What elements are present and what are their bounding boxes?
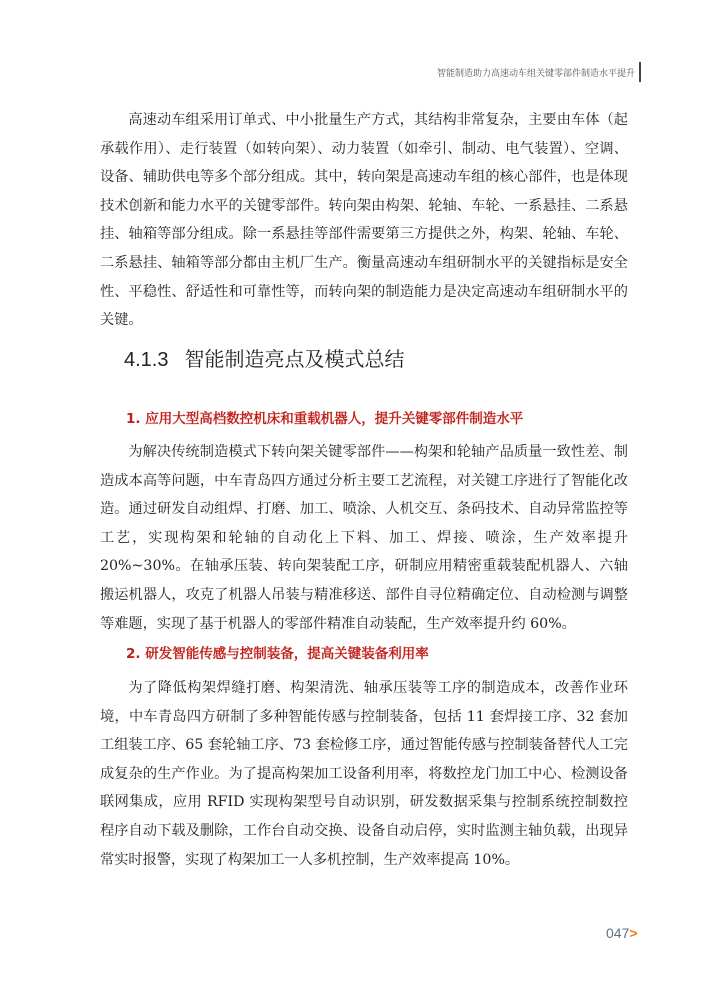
header-divider-bar bbox=[639, 62, 641, 82]
running-header-title: 智能制造助力高速动车组关键零部件制造水平提升 bbox=[436, 69, 635, 79]
subsection-2-paragraph: 为了降低构架焊缝打磨、构架清洗、轴承压装等工序的制造成本，改善作业环境，中车青岛四方研制了多种智能传感与控制装备，包括 11 套焊接工序、32 套加工组装工序、65 套轮轴工序、73 套检修工序，通过智能传感与控制装备替代人工完成复杂的生产作业。为了提高构架加工设备利用率，将数控龙门加工中心、检测设备联网集成，应用 RFID 实现构架型号自动识别，研发数据采集与控制系统控制数控程序自动下载及删除，工作台自动交换、设备自动启停，实时监测主轴负载，出现异常实时报警，实现了构架加工一人多机控制，生产效率提高 10%。 bbox=[100, 680, 628, 868]
page-number bbox=[606, 925, 638, 941]
subsection-2-heading: 2. 研发智能传感与控制装备，提高关键装备利用率 bbox=[126, 646, 429, 662]
chevron-right-icon: > bbox=[629, 925, 638, 941]
subsection-1-heading: 1. 应用大型高档数控机床和重载机器人，提升关键零部件制造水平 bbox=[126, 411, 524, 427]
section-number: 4.1.3 bbox=[124, 349, 169, 371]
page-number-value: 047 bbox=[606, 925, 630, 941]
intro-paragraph: 高速动车组采用订单式、中小批量生产方式，其结构非常复杂，主要由车体（起承载作用）、走行装置（如转向架）、动力装置（如牵引、制动、电气装置）、空调、设备、辅助供电等多个部分组成。其中，转向架是高速动车组的核心部件，也是体现技术创新和能力水平的关键零部件。转向架由构架、轮轴、车轮、一系悬挂、二系悬挂、轴箱等部分组成。除一系悬挂等部件需要第三方提供之外，构架、轮轴、车轮、二系悬挂、轴箱等部分都由主机厂生产。衡量高速动车组研制水平的关键指标是安全性、平稳性、舒适性和可靠性等，而转向架的制造能力是决定高速动车组研制水平的关键。 bbox=[100, 112, 628, 329]
section-title: 智能制造亮点及模式总结 bbox=[184, 349, 405, 371]
subsection-1-paragraph: 为解决传统制造模式下转向架关键零部件——构架和轮轴产品质量一致性差、制造成本高等问题，中车青岛四方通过分析主要工艺流程，对关键工序进行了智能化改造。通过研发自动组焊、打磨、加工、喷涂、人机交互、条码技术、自动异常监控等工艺，实现构架和轮轴的自动化上下料、加工、焊接、喷涂，生产效率提升 20%~30%。在轴承压装、转向架装配工序，研制应用精密重载装配机器人、六轴搬运机器人，攻克了机器人吊装与精准移送、部件自寻位精确定位、自动检测与调整等难题，实现了基于机器人的零部件精准自动装配，生产效率提升约 60%。 bbox=[100, 444, 628, 632]
section-heading bbox=[124, 343, 404, 372]
